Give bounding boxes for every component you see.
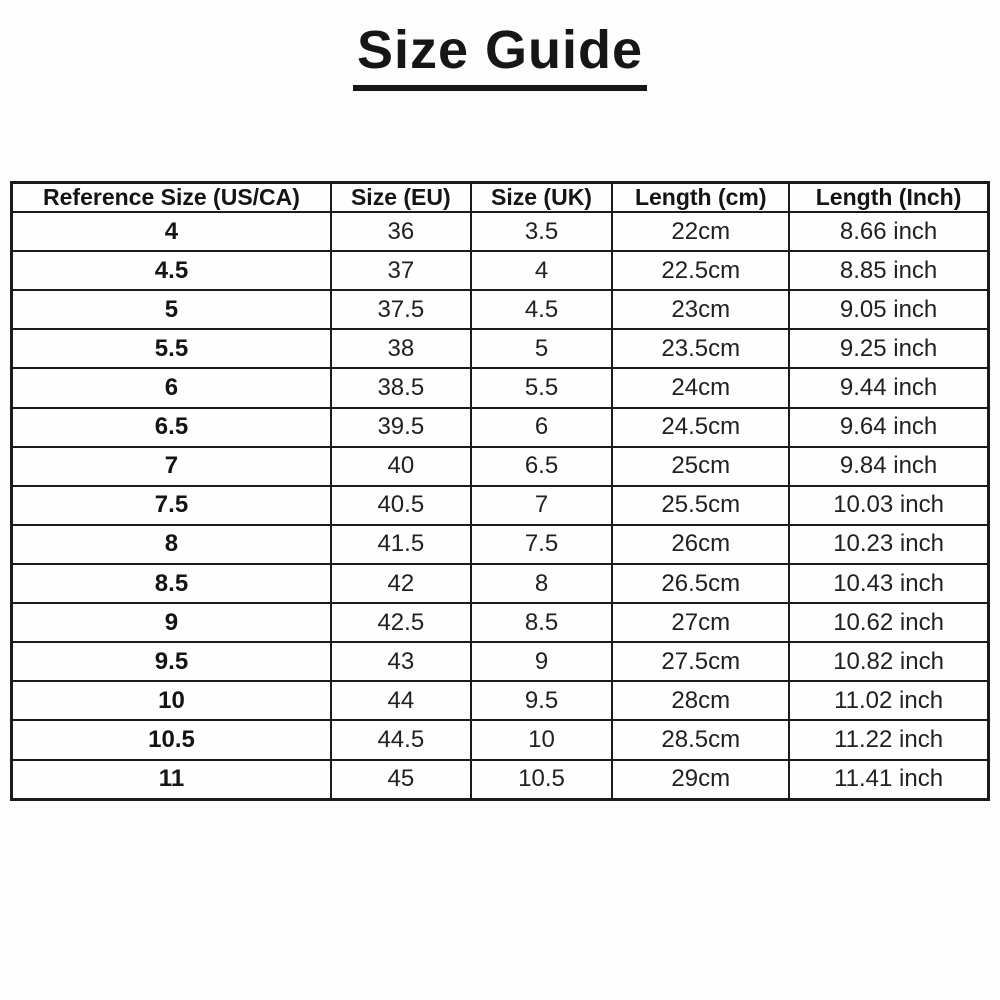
table-cell: 39.5: [331, 408, 471, 447]
table-cell: 38.5: [331, 368, 471, 407]
table-cell: 7.5: [471, 525, 613, 564]
table-row: [12, 642, 989, 681]
table-cell: 9: [471, 642, 613, 681]
table-cell: 9.5: [12, 642, 331, 681]
table-cell: 10.82 inch: [789, 642, 988, 681]
table-row: [12, 760, 989, 800]
table-row: [12, 525, 989, 564]
table-cell: 24cm: [612, 368, 789, 407]
table-cell: 29cm: [612, 760, 789, 800]
table-cell: 23.5cm: [612, 329, 789, 368]
size-guide-table: [10, 181, 990, 801]
table-cell: 24.5cm: [612, 408, 789, 447]
table-row: [12, 212, 989, 251]
table-cell: 10.43 inch: [789, 564, 988, 603]
table-header: [12, 183, 989, 213]
table-row: [12, 368, 989, 407]
table-cell: 25.5cm: [612, 486, 789, 525]
table-cell: 8.5: [471, 603, 613, 642]
table-cell: 22cm: [612, 212, 789, 251]
table-cell: 5: [12, 290, 331, 329]
table-cell: 11.02 inch: [789, 681, 988, 720]
table-cell: 4: [12, 212, 331, 251]
table-row: [12, 603, 989, 642]
title-container: [0, 22, 1000, 91]
table-cell: 8.66 inch: [789, 212, 988, 251]
table-cell: 4: [471, 251, 613, 290]
table-cell: 11.22 inch: [789, 720, 988, 759]
table-cell: 44: [331, 681, 471, 720]
table-cell: 10.62 inch: [789, 603, 988, 642]
table-cell: 5: [471, 329, 613, 368]
table-cell: 7: [471, 486, 613, 525]
table-cell: 37: [331, 251, 471, 290]
table-cell: 10.23 inch: [789, 525, 988, 564]
table-cell: 9.44 inch: [789, 368, 988, 407]
header-row: [12, 183, 989, 213]
table-cell: 42: [331, 564, 471, 603]
table-cell: 8: [12, 525, 331, 564]
page-title: Size Guide: [353, 22, 647, 91]
table-cell: 7: [12, 447, 331, 486]
table-cell: 6: [471, 408, 613, 447]
table-cell: 27cm: [612, 603, 789, 642]
table-cell: 10: [12, 681, 331, 720]
table-cell: 9.64 inch: [789, 408, 988, 447]
table-cell: 41.5: [331, 525, 471, 564]
table-cell: 5.5: [12, 329, 331, 368]
table-cell: 4.5: [12, 251, 331, 290]
table-row: [12, 251, 989, 290]
table-cell: 40.5: [331, 486, 471, 525]
table-cell: 6.5: [12, 408, 331, 447]
table-cell: 8.5: [12, 564, 331, 603]
column-header-length-cm: Length (cm): [612, 183, 789, 213]
table-cell: 5.5: [471, 368, 613, 407]
table-cell: 28cm: [612, 681, 789, 720]
table-row: [12, 564, 989, 603]
table-row: [12, 486, 989, 525]
table-cell: 6.5: [471, 447, 613, 486]
table-cell: 40: [331, 447, 471, 486]
table-cell: 43: [331, 642, 471, 681]
column-header-size-uk: Size (UK): [471, 183, 613, 213]
table-cell: 11: [12, 760, 331, 800]
table-cell: 9: [12, 603, 331, 642]
table-cell: 9.84 inch: [789, 447, 988, 486]
column-header-length-inch: Length (Inch): [789, 183, 988, 213]
table-row: [12, 447, 989, 486]
table-cell: 4.5: [471, 290, 613, 329]
table-cell: 45: [331, 760, 471, 800]
table-cell: 23cm: [612, 290, 789, 329]
table-cell: 38: [331, 329, 471, 368]
table-cell: 9.05 inch: [789, 290, 988, 329]
table-cell: 26.5cm: [612, 564, 789, 603]
table-body: [12, 212, 989, 800]
table-cell: 37.5: [331, 290, 471, 329]
table-row: [12, 329, 989, 368]
table-cell: 10.5: [12, 720, 331, 759]
table-cell: 44.5: [331, 720, 471, 759]
table-cell: 9.25 inch: [789, 329, 988, 368]
table-cell: 7.5: [12, 486, 331, 525]
table-row: [12, 720, 989, 759]
table-cell: 10.03 inch: [789, 486, 988, 525]
table-cell: 8.85 inch: [789, 251, 988, 290]
table-cell: 26cm: [612, 525, 789, 564]
table-cell: 8: [471, 564, 613, 603]
table-cell: 10.5: [471, 760, 613, 800]
table-cell: 11.41 inch: [789, 760, 988, 800]
table-cell: 9.5: [471, 681, 613, 720]
table-cell: 27.5cm: [612, 642, 789, 681]
table-row: [12, 681, 989, 720]
column-header-reference-size: Reference Size (US/CA): [12, 183, 331, 213]
table-cell: 22.5cm: [612, 251, 789, 290]
table-row: [12, 290, 989, 329]
table-row: [12, 408, 989, 447]
table-cell: 3.5: [471, 212, 613, 251]
table-cell: 36: [331, 212, 471, 251]
table-cell: 42.5: [331, 603, 471, 642]
table-cell: 28.5cm: [612, 720, 789, 759]
table-cell: 25cm: [612, 447, 789, 486]
table-cell: 6: [12, 368, 331, 407]
column-header-size-eu: Size (EU): [331, 183, 471, 213]
table-cell: 10: [471, 720, 613, 759]
